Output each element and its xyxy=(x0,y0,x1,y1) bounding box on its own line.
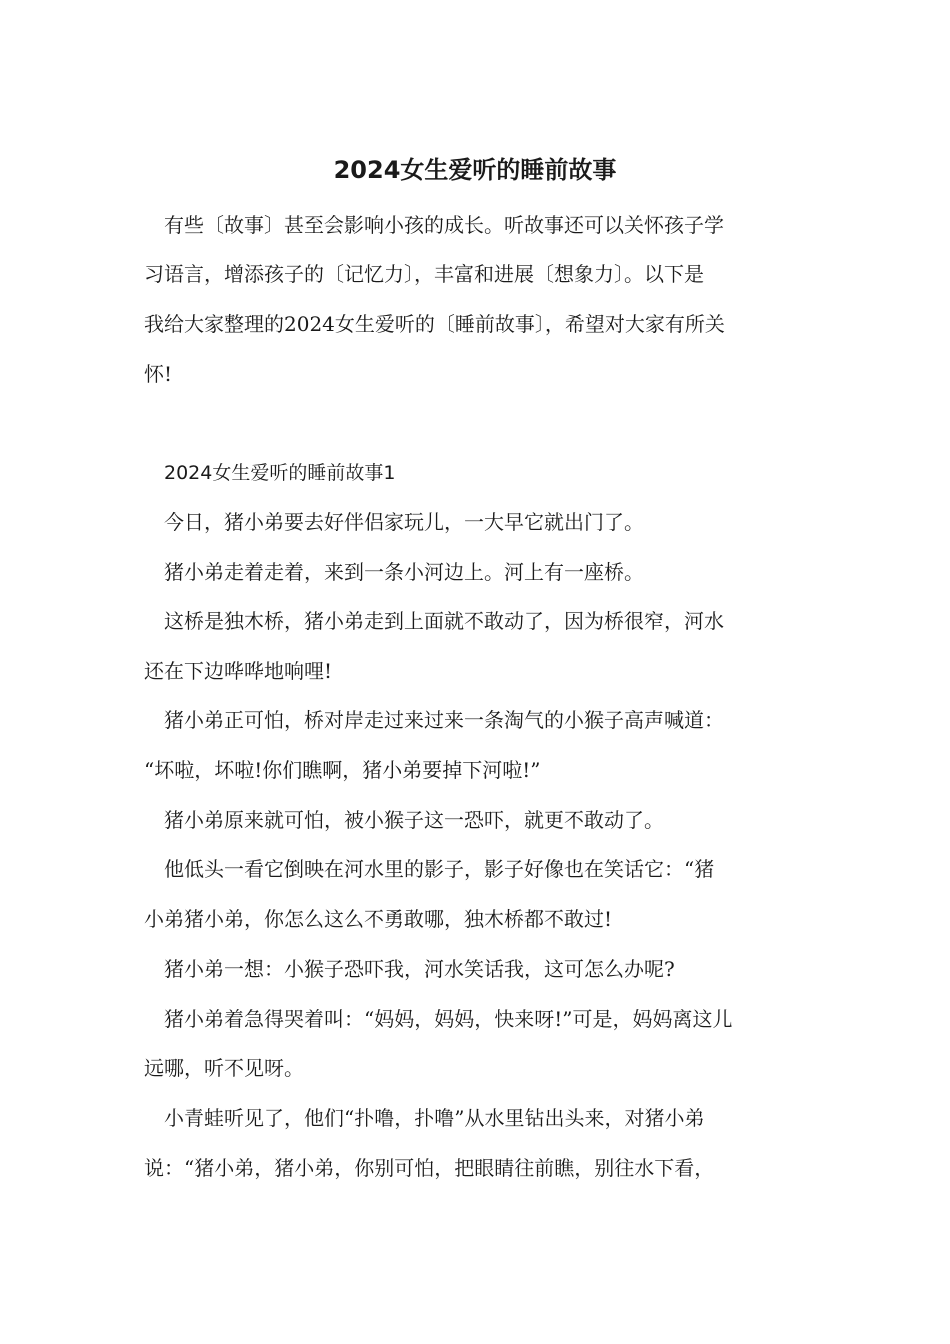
intro-line: 我给大家整理的2024女生爱听的〔睡前故事〕，希望对大家有所关 xyxy=(144,312,725,336)
intro-line: 怀! xyxy=(144,362,173,386)
story-line: 他低头一看它倒映在河水里的影子，影子好像也在笑话它：“猪 xyxy=(144,857,715,881)
intro-line: 有些〔故事〕甚至会影响小孩的成长。听故事还可以关怀孩子学 xyxy=(144,213,724,237)
story-line: 今日，猪小弟要去好伴侣家玩儿，一大早它就出门了。 xyxy=(144,510,644,534)
story-line: 说：“猪小弟，猪小弟，你别可怕，把眼睛往前瞧，别往水下看， xyxy=(144,1156,715,1180)
story-line: 猪小弟正可怕，桥对岸走过来过来一条淘气的小猴子高声喊道： xyxy=(144,708,724,732)
intro-line: 习语言，增添孩子的〔记忆力〕，丰富和进展〔想象力〕。以下是 xyxy=(144,262,704,286)
story-line: 小青蛙听见了，他们“扑噜，扑噜”从水里钻出头来，对猪小弟 xyxy=(144,1106,705,1130)
story-line: 猪小弟一想：小猴子恐吓我，河水笑话我，这可怎么办呢? xyxy=(144,957,675,981)
story-line: 还在下边哗哗地响哩! xyxy=(144,659,333,683)
story-line: 猪小弟着急得哭着叫：“妈妈，妈妈，快来呀!”可是，妈妈离这儿 xyxy=(144,1007,733,1031)
section-heading: 2024女生爱听的睡前故事1 xyxy=(164,462,396,484)
story-line: 这桥是独木桥，猪小弟走到上面就不敢动了，因为桥很窄，河水 xyxy=(144,609,724,633)
document-title: 2024女生爱听的睡前故事 xyxy=(333,156,617,184)
story-line: 猪小弟原来就可怕，被小猴子这一恐吓，就更不敢动了。 xyxy=(144,808,664,832)
story-line: 小弟猪小弟，你怎么这么不勇敢哪，独木桥都不敢过! xyxy=(144,907,613,931)
story-line: 远哪，听不见呀。 xyxy=(144,1056,304,1080)
story-line: 猪小弟走着走着，来到一条小河边上。河上有一座桥。 xyxy=(144,560,644,584)
story-line: “坏啦，坏啦!你们瞧啊，猪小弟要掉下河啦!” xyxy=(144,758,541,782)
